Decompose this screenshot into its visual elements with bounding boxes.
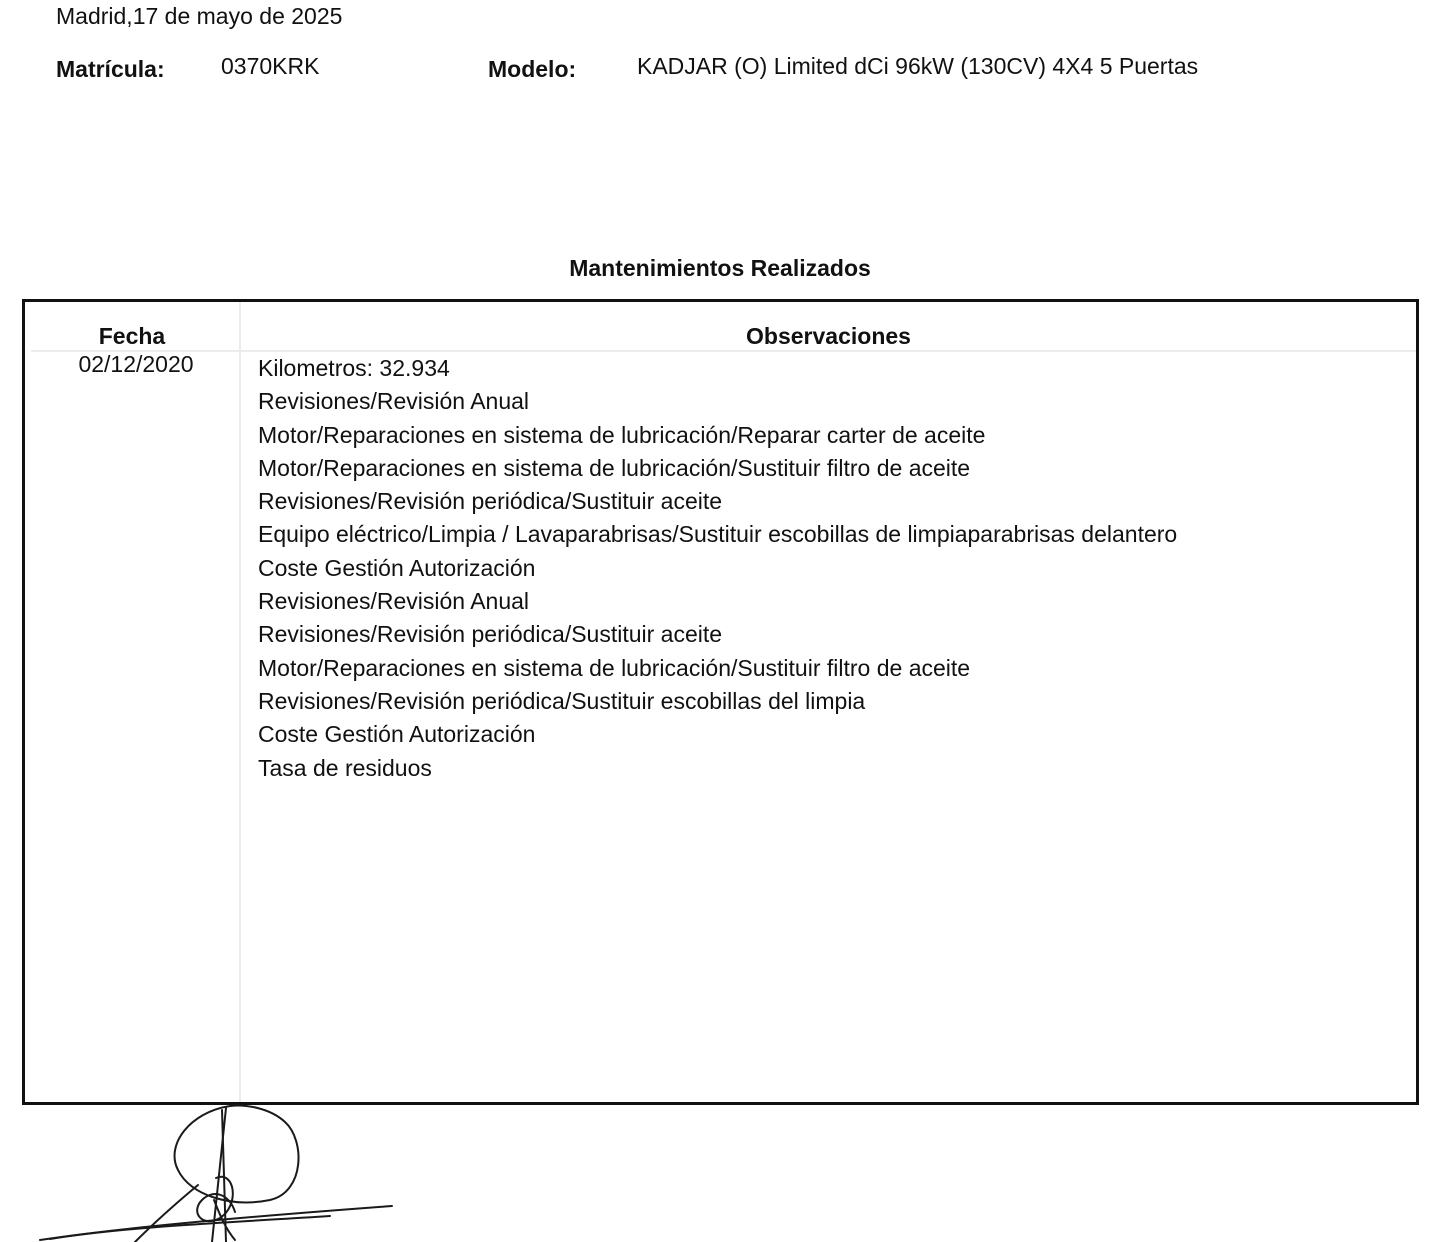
observacion-item: Motor/Reparaciones en sistema de lubricación/Reparar carter de aceite [258,421,986,448]
observacion-item: Revisiones/Revisión periódica/Sustituir escobillas del limpia [258,687,866,714]
matricula-label: Matrícula: [56,56,165,82]
row-fecha: 02/12/2020 [78,351,194,377]
column-divider [239,302,241,1102]
maintenance-table [22,299,1419,1105]
handwritten-signature [30,1100,410,1242]
observacion-item: Kilometros: 32.934 [258,355,450,381]
observacion-item: Motor/Reparaciones en sistema de lubricación/Sustituir filtro de aceite [258,654,971,681]
column-header-observaciones: Observaciones [746,323,911,349]
observacion-item: Coste Gestión Autorización [258,721,536,748]
observacion-item: Equipo eléctrico/Limpia / Lavaparabrisas/Sustituir escobillas de limpiaparabrisas delantero [258,521,1178,548]
observacion-item: Revisiones/Revisión periódica/Sustituir aceite [258,488,723,515]
observacion-item: Revisiones/Revisión Anual [258,388,530,415]
observacion-item: Coste Gestión Autorización [258,554,536,581]
observacion-item: Revisiones/Revisión periódica/Sustituir aceite [258,621,723,648]
observacion-item: Tasa de residuos [258,754,432,781]
observacion-item: Revisiones/Revisión Anual [258,588,530,615]
observacion-item: Motor/Reparaciones en sistema de lubricación/Sustituir filtro de aceite [258,454,971,481]
modelo-value: KADJAR (O) Limited dCi 96kW (130CV) 4X4 5 Puertas [637,53,1199,79]
modelo-label: Modelo: [488,56,577,82]
matricula-value: 0370KRK [221,53,320,79]
document-date: Madrid,17 de mayo de 2025 [56,3,343,29]
column-header-fecha: Fecha [98,323,166,349]
observaciones-list [258,352,1177,785]
section-title: Mantenimientos Realizados [569,255,871,281]
